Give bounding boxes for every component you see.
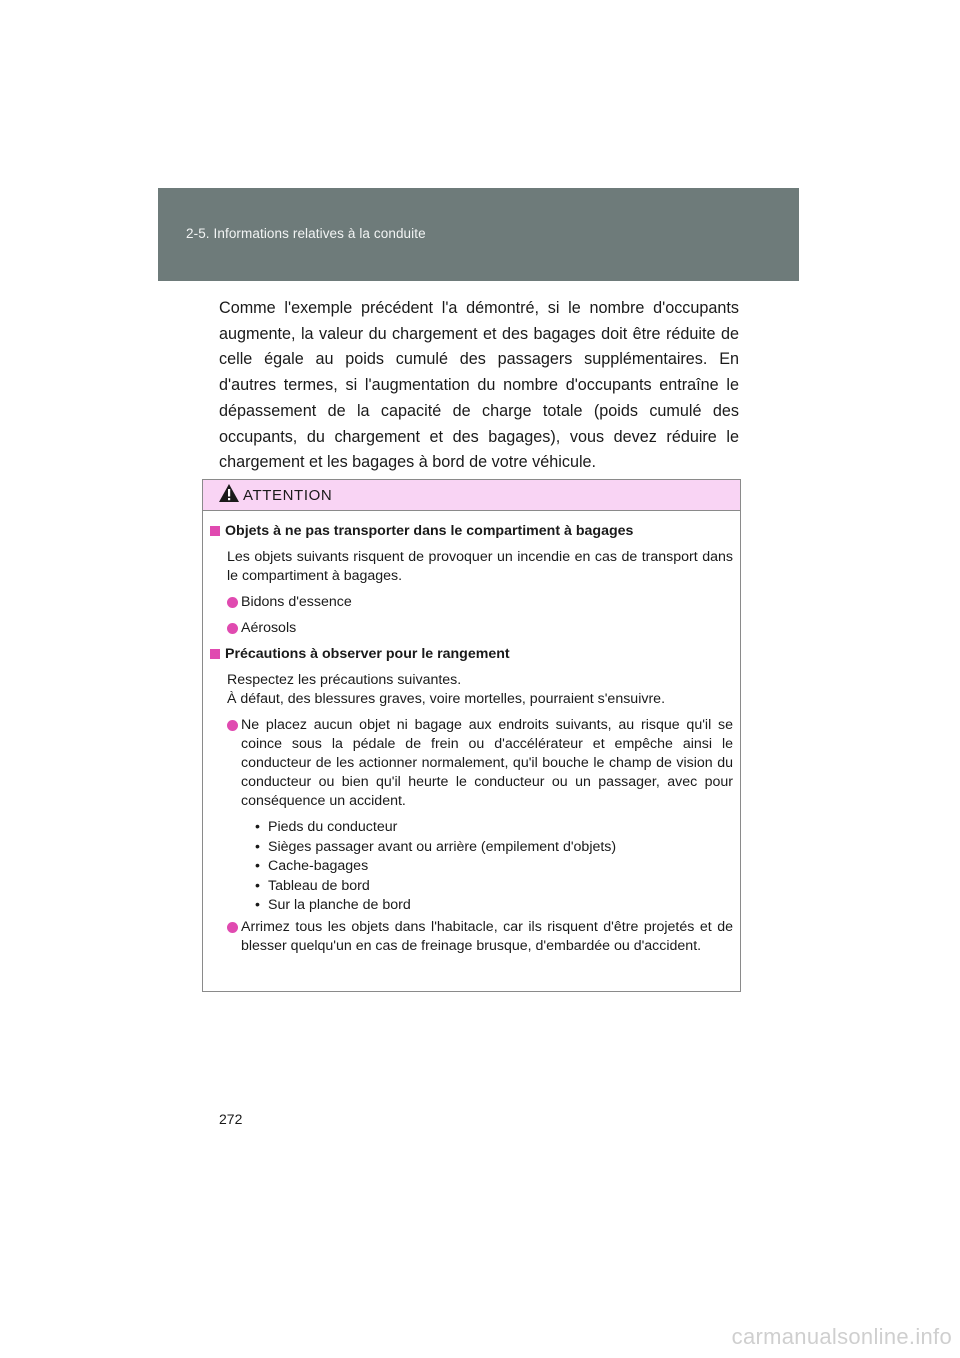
warning-body (203, 511, 740, 956)
warning-header (203, 480, 740, 511)
sub-list-item: • Cache-bagages (255, 858, 369, 874)
warning-text-2: Respectez les précautions suivantes. À défaut, des blessures graves, voire mortelles, pourraient s'ensuivre. (227, 672, 666, 707)
round-bullet-icon (227, 922, 238, 933)
round-bullet-icon (227, 720, 238, 731)
round-bullet-icon (227, 597, 238, 608)
watermark: carmanualsonline.info (731, 1324, 952, 1349)
sub-list-item: • Pieds du conducteur (255, 819, 398, 835)
list-item: Ne placez aucun objet ni bagage aux endroits suivants, au risque qu'il se coince sous la pédale de frein ou d'accélérateur et empêche ainsi le conducteur de les actionner normalement, qu'il bouche le champ de vision du conducteur ou bien qu'il heurte le conducteur ou un passager, avec pour conséquence un accident. (227, 716, 733, 811)
section-header-band (158, 188, 799, 281)
list-item: Bidons d'essence (227, 593, 733, 612)
page-number: 272 (219, 1111, 243, 1127)
sub-list-item: • Tableau de bord (255, 877, 370, 894)
warning-box (202, 479, 741, 992)
square-bullet-icon (210, 649, 220, 659)
warning-triangle-icon (218, 483, 240, 503)
warning-heading-1: Objets à ne pas transporter dans le compartiment à bagages (210, 522, 733, 541)
round-bullet-icon (227, 623, 238, 634)
square-bullet-icon (210, 526, 220, 536)
list-item: Arrimez tous les objets dans l'habitacle, car ils risquent d'être projetés et de blesser quelqu'un en cas de freinage brusque, d'embardée ou d'accident. (227, 918, 733, 956)
warning-title: ATTENTION (243, 487, 333, 504)
sub-list (253, 818, 733, 916)
intro-paragraph: Comme l'exemple précédent l'a démontré, si le nombre d'occupants augmente, la valeur du chargement et des bagages doit être réduite de celle égale au poids cumulé des passagers supplémentaires. En d'autres termes, si l'augmentation du nombre d'occupants entraîne le dépassement de la capacité de charge totale (poids cumulé des occupants, du chargement et des bagages), vous devez réduire le chargement et les bagages à bord de votre véhicule. (219, 299, 739, 472)
warning-text-1: Les objets suivants risquent de provoquer un incendie en cas de transport dans le compartiment à bagages. (227, 549, 733, 584)
warning-heading-2: Précautions à observer pour le rangement (210, 645, 733, 664)
section-title: 2-5. Informations relatives à la conduite (186, 226, 426, 241)
list-item: Aérosols (227, 619, 733, 638)
sub-list-item: • Sur la planche de bord (255, 897, 411, 913)
sub-list-item: • Sièges passager avant ou arrière (empilement d'objets) (255, 838, 617, 855)
